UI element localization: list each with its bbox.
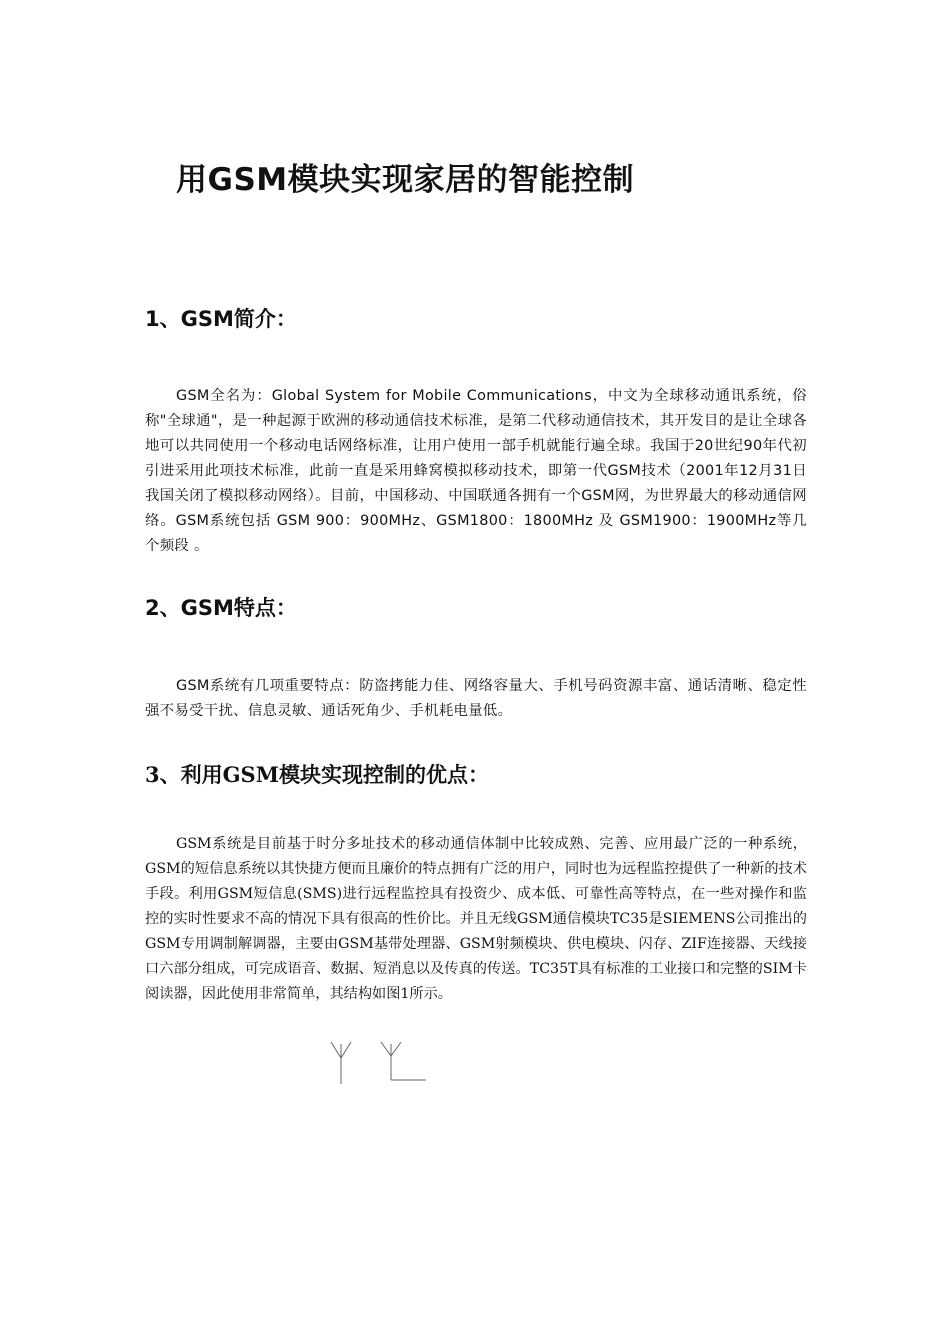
antenna-icon [381, 1042, 426, 1080]
section-heading-features: 2、GSM特点： [145, 596, 297, 620]
section-body-intro: GSM全名为：Global System for Mobile Communications，中文为全球移动通讯系统，俗称"全球通"，是一种起源于欧洲的移动通信技术标准，是第二代移动通信技术，其开发目的是让全球各地可以共同使用一个移动电话网络标准，让用户使用一部手机就能行遍全球。我国于20世纪90年代初引进采用此项技术标准，此前一直是采用蜂窝模拟移动技术，即第一代GSM技术（2001年12月31日我国关闭了模拟移动网络）。目前，中国移动、中国联通各拥有一个GSM网，为世界最大的移动通信网络。GSM系统包括 GSM 900：900MHz、GSM1800：1800MHz 及 GSM1900：1900MHz等几个频段 。 [145, 388, 807, 554]
section-body-features: GSM系统有几项重要特点：防盗拷能力佳、网络容量大、手机号码资源丰富、通话清晰、稳定性强不易受干扰、信息灵敏、通话死角少、手机耗电量低。 [145, 678, 807, 719]
section-body-advantages: GSM系统是目前基于时分多址技术的移动通信体制中比较成熟、完善、应用最广泛的一种系统，GSM的短信息系统以其快捷方便而且廉价的特点拥有广泛的用户，同时也为远程监控提供了一种新的技术手段。利用GSM短信息(SMS)进行远程监控具有投资少、成本低、可靠性高等特点，在一些对操作和监控的实时性要求不高的情况下具有很高的性价比。并且无线GSM通信模块TC35是SIEMENS公司推出的GSM专用调制解调器，主要由GSM基带处理器、GSM射频模块、供电模块、闪存、ZIF连接器、天线接口六部分组成，可完成语音、数据、短消息以及传真的传送。TC35T具有标准的工业接口和完整的SIM卡阅读器，因此使用非常简单，其结构如图1所示。 [145, 836, 807, 1002]
section-heading-advantages: 3、利用GSM模块实现控制的优点： [145, 762, 489, 787]
antenna-icon [331, 1042, 351, 1084]
document-title: 用GSM模块实现家居的智能控制 [176, 162, 635, 198]
antenna-figure [320, 1036, 440, 1092]
section-heading-intro: 1、GSM简介： [145, 307, 297, 331]
